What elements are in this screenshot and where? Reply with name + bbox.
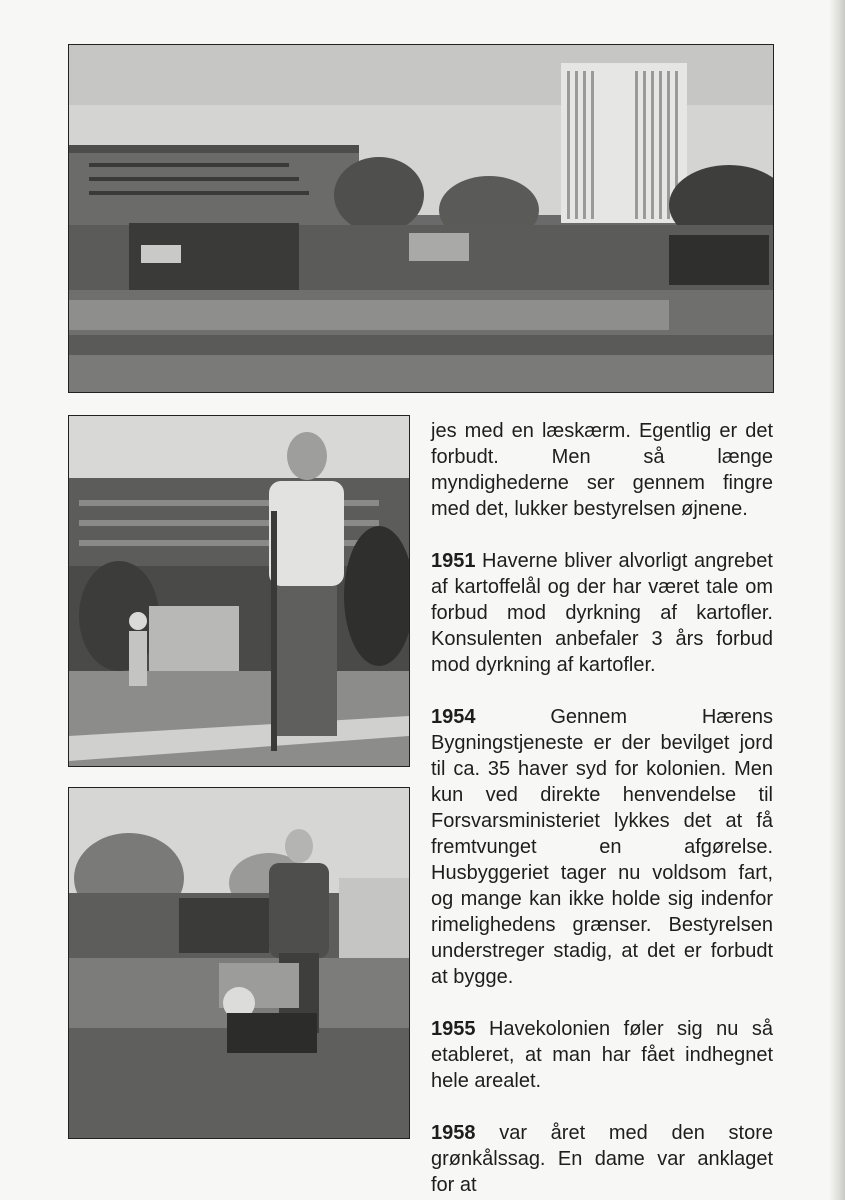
allotment-gardens-image [69,45,773,392]
text-column [431,418,773,1198]
photo-allotment-gardens [68,44,774,393]
photo-man-with-spade [68,415,410,767]
year-label: 1954 [431,706,476,728]
year-label: 1951 [431,550,476,572]
paragraph-text: Haverne bliver alvorligt angrebet af kartoffelål og der har været tale om forbud mod dyrkning af kartofler. Konsulenten anbefaler 3 års forbud mod dyrkning af kartofler. [431,550,773,676]
page-edge [829,0,845,1200]
paragraph-1955 [431,1016,773,1094]
year-label: 1955 [431,1018,476,1040]
paragraph-1954 [431,704,773,990]
paragraph-text: var året med den store grønkålssag. En dame var anklaget for at [431,1122,773,1196]
photo-man-with-tiller [68,787,410,1139]
paragraph-intro [431,418,773,522]
paragraph-text: Gennem Hærens Bygningstjeneste er der bevilget jord til ca. 35 haver syd for kolonien. Men kun ved direkte henvendelse til Forsvarsministeriet lykkes det at få fremtvunget en afgørelse. Husbyggeriet tager nu voldsom fart, og mange kan ikke holde sig indenfor rimelighedens grænser. Bestyrelsen understreger stadig, at det er forbudt at bygge. [431,706,773,988]
man-with-spade-image [69,416,409,766]
paragraph-text: Havekolonien føler sig nu så etableret, at man har fået indhegnet hele arealet. [431,1018,773,1092]
paragraph-1958 [431,1120,773,1198]
paragraph-1951 [431,548,773,678]
man-with-tiller-image [69,788,409,1138]
paragraph-text: jes med en læskærm. Egentlig er det forbudt. Men så længe myndighederne ser gennem fingre med det, lukker bestyrelsen øjnene. [431,420,773,520]
year-label: 1958 [431,1122,476,1144]
